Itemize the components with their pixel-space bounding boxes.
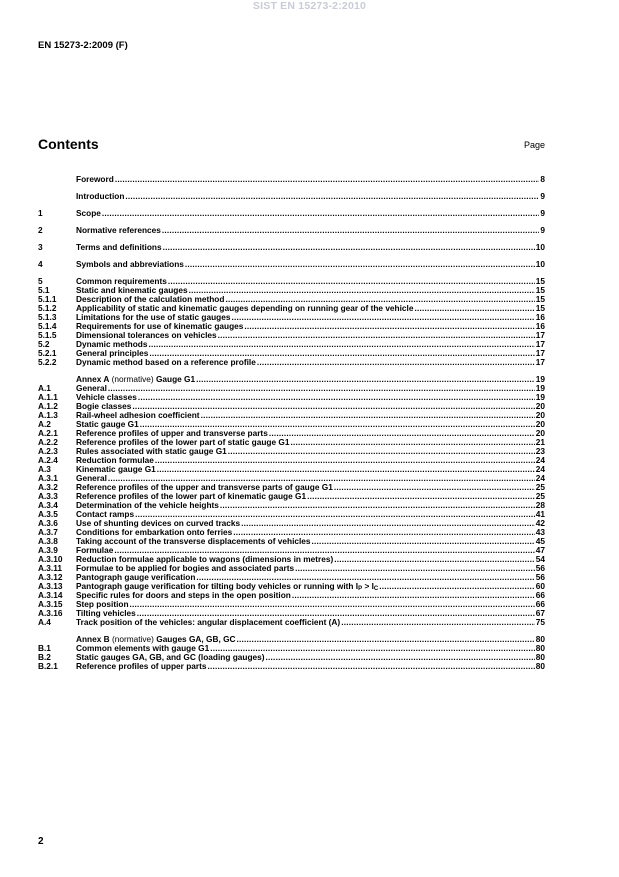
toc-entry-title: Reduction formulae (76, 456, 154, 465)
toc-entry-page: 20 (535, 429, 545, 438)
toc-entry-page: 66 (535, 591, 545, 600)
toc-entry[interactable] (38, 653, 545, 662)
toc-entry-number: 5.1.1 (38, 295, 57, 304)
toc-entry-number: A.3.3 (38, 492, 58, 501)
page-column-label: Page (523, 140, 545, 150)
toc-entry[interactable] (38, 277, 545, 286)
watermark: SIST EN 15273-2:2010 (252, 0, 367, 12)
toc-entry-title: Description of the calculation method (76, 295, 225, 304)
toc-entry[interactable] (38, 375, 545, 384)
toc-entry-title (76, 375, 195, 384)
toc-entry-number: 5.2.1 (38, 349, 57, 358)
toc-entry-title: General (76, 474, 107, 483)
toc-entry-page: 24 (535, 474, 545, 483)
dot-leader (218, 331, 535, 340)
toc-entry-title: Requirements for use of kinematic gauges (76, 322, 244, 331)
toc-entry-title: Reference profiles of the lower part of kinematic gauge G1 (76, 492, 307, 501)
toc-entry-page: 15 (535, 304, 545, 313)
toc-entry[interactable] (38, 420, 545, 429)
toc-entry-page: 80 (535, 635, 545, 644)
toc-entry-page: 17 (535, 331, 545, 340)
toc-entry-page: 9 (540, 192, 545, 201)
toc-entry-number: A.3.4 (38, 501, 58, 510)
toc-entry[interactable] (38, 564, 545, 573)
toc-entry-number: A.3.7 (38, 528, 58, 537)
toc-entry[interactable] (38, 546, 545, 555)
toc-entry[interactable] (38, 331, 545, 340)
toc-entry-page: 17 (535, 349, 545, 358)
dot-leader (132, 402, 534, 411)
toc-entry-page: 23 (535, 447, 545, 456)
toc-entry-page: 20 (535, 402, 545, 411)
subscript: P (358, 586, 363, 591)
dot-leader (414, 304, 534, 313)
toc-entry-title: Dynamic methods (76, 340, 148, 349)
toc-entry[interactable] (38, 295, 545, 304)
dot-leader (341, 618, 535, 627)
toc-entry-title: Reduction formulae applicable to wagons (dimensions in metres) (76, 555, 334, 564)
toc-entry[interactable] (38, 600, 545, 609)
toc-entry-title: Terms and definitions (76, 243, 162, 252)
dot-leader (108, 384, 535, 393)
toc-entry[interactable] (38, 609, 545, 618)
toc-entry-page: 15 (535, 286, 545, 295)
toc-entry-page: 80 (535, 653, 545, 662)
toc-entry-page: 75 (535, 618, 545, 627)
toc-entry[interactable] (38, 510, 545, 519)
dot-leader (231, 313, 534, 322)
toc-entry-title (76, 635, 236, 644)
toc-entry[interactable] (38, 662, 545, 671)
dot-leader (137, 609, 535, 618)
toc-entry-title: Dynamic method based on a reference profile (76, 358, 256, 367)
toc-entry-title: Reference profiles of upper parts (76, 662, 207, 671)
toc-entry-number: A.3.13 (38, 582, 63, 591)
toc-entry-title: Use of shunting devices on curved tracks (76, 519, 241, 528)
dot-leader (220, 501, 535, 510)
toc-entry-title: Specific rules for doors and steps in the open position (76, 591, 291, 600)
dot-leader (210, 644, 535, 653)
toc-entry[interactable] (38, 322, 545, 331)
toc-entry-page: 16 (535, 313, 545, 322)
toc-entry-number: 4 (38, 260, 43, 269)
toc-entry-number: 5.1 (38, 286, 50, 295)
toc-entry-page: 60 (535, 582, 545, 591)
toc-entry-page: 9 (540, 209, 545, 218)
toc-entry-title: General principles (76, 349, 149, 358)
toc-entry-number: A.2.3 (38, 447, 58, 456)
toc-entry-number: 3 (38, 243, 43, 252)
toc-entry-title: Dimensional tolerances on vehicles (76, 331, 217, 340)
toc-entry-page: 17 (535, 340, 545, 349)
toc-entry-page: 80 (535, 644, 545, 653)
toc-entry[interactable] (38, 465, 545, 474)
dot-leader (130, 600, 535, 609)
toc-entry-page: 19 (535, 393, 545, 402)
dot-leader (307, 492, 535, 501)
toc-entry-title: Conditions for embarkation onto ferries (76, 528, 233, 537)
toc-entry[interactable] (38, 438, 545, 447)
toc-entry[interactable] (38, 573, 545, 582)
annex-normative-label: (normative) (109, 635, 157, 644)
toc-entry-page: 47 (535, 546, 545, 555)
toc-entry-title: Rules associated with static gauge G1 (76, 447, 227, 456)
toc-entry-number: 5.1.4 (38, 322, 57, 331)
dot-leader (189, 286, 535, 295)
page-number: 2 (38, 836, 44, 847)
toc-entry-number: A.3.6 (38, 519, 58, 528)
toc-entry-page: 17 (535, 358, 545, 367)
dot-leader (155, 456, 535, 465)
toc-entry-title: Step position (76, 600, 129, 609)
toc-entry-page: 10 (535, 243, 545, 252)
dot-leader (334, 483, 535, 492)
toc-entry-page: 8 (540, 175, 545, 184)
dot-leader (379, 582, 535, 591)
dot-leader (269, 429, 535, 438)
dot-leader (290, 438, 534, 447)
toc-entry-title: Formulae to be applied for bogies and associated parts (76, 564, 295, 573)
toc-entry-title: Foreword (76, 175, 114, 184)
toc-entry-title: Scope (76, 209, 101, 218)
toc-entry-title: Normative references (76, 226, 161, 235)
toc-entry-number: A.3.5 (38, 510, 58, 519)
toc-entry-number: A.3.14 (38, 591, 63, 600)
toc-entry-page: 28 (535, 501, 545, 510)
toc-entry[interactable] (38, 519, 545, 528)
toc-entry-number: 5.2.2 (38, 358, 57, 367)
subscript: C (373, 586, 379, 591)
toc-entry[interactable] (38, 340, 545, 349)
toc-entry-page: 24 (535, 465, 545, 474)
dot-leader (241, 519, 535, 528)
dot-leader (201, 411, 535, 420)
toc-entry[interactable] (38, 644, 545, 653)
toc-entry-number: A.3.16 (38, 609, 63, 618)
toc-entry-page: 19 (535, 384, 545, 393)
toc-entry-page: 25 (535, 492, 545, 501)
toc-entry[interactable] (38, 349, 545, 358)
toc-entry-number: 5.1.3 (38, 313, 57, 322)
toc-entry-page: 67 (535, 609, 545, 618)
annex-label: Annex A (76, 375, 110, 384)
dot-leader (115, 175, 540, 184)
toc-entry-number: A.1.3 (38, 411, 58, 420)
toc-entry-number: B.2.1 (38, 662, 58, 671)
toc-entry-number: A.1.2 (38, 402, 58, 411)
toc-entry[interactable] (38, 226, 545, 235)
dot-leader (196, 375, 535, 384)
toc-entry[interactable] (38, 192, 545, 201)
toc-entry[interactable] (38, 402, 545, 411)
toc-entry[interactable] (38, 384, 545, 393)
toc-entry-title: Symbols and abbreviations (76, 260, 184, 269)
toc-entry[interactable] (38, 260, 545, 269)
dot-leader (244, 322, 534, 331)
annex-title: Gauge G1 (155, 375, 196, 384)
toc-entry[interactable] (38, 243, 545, 252)
dot-leader (149, 349, 534, 358)
toc-entry-number: A.3.2 (38, 483, 58, 492)
toc-entry[interactable] (38, 358, 545, 367)
dot-leader (148, 340, 534, 349)
toc-entry[interactable] (38, 582, 545, 591)
toc-entry[interactable] (38, 429, 545, 438)
dot-leader (292, 591, 535, 600)
dot-leader (163, 243, 535, 252)
toc-entry-number: B.1 (38, 644, 51, 653)
toc-entry-number: A.2.2 (38, 438, 58, 447)
toc-entry-title: Limitations for the use of static gauges (76, 313, 231, 322)
toc-entry-page: 54 (535, 555, 545, 564)
toc-entry-title: Reference profiles of the lower part of static gauge G1 (76, 438, 290, 447)
toc-entry-page: 66 (535, 600, 545, 609)
toc-entry-title: Track position of the vehicles: angular displacement coefficient (A) (76, 618, 341, 627)
toc-entry-title: Introduction (76, 192, 125, 201)
toc-entry-page: 56 (535, 564, 545, 573)
annex-label: Annex B (76, 635, 110, 644)
toc-entry-number: A.3 (38, 465, 51, 474)
toc-entry-number: A.3.1 (38, 474, 58, 483)
toc-entry-page: 15 (535, 295, 545, 304)
dot-leader (135, 510, 535, 519)
toc-entry[interactable] (38, 555, 545, 564)
toc-entry-number: A.3.15 (38, 600, 63, 609)
toc-entry-title: Applicability of static and kinematic gauges depending on running gear of the vehicle (76, 304, 414, 313)
toc-entry-number: 1 (38, 209, 43, 218)
toc-entry-number: A.1 (38, 384, 51, 393)
document-code: EN 15273-2:2009 (F) (38, 40, 128, 51)
toc-entry-title: Static gauge G1 (76, 420, 139, 429)
toc-entry[interactable] (38, 483, 545, 492)
toc-entry-page: 45 (535, 537, 545, 546)
dot-leader (237, 635, 535, 644)
toc-entry-number: A.3.8 (38, 537, 58, 546)
toc-entry[interactable] (38, 393, 545, 402)
toc-entry-title (76, 582, 378, 591)
dot-leader (114, 546, 534, 555)
toc-entry-title-text: > I (362, 582, 374, 591)
toc-entry-title: Reference profiles of the upper and transverse parts of gauge G1 (76, 483, 333, 492)
toc-entry-title: Reference profiles of upper and transverse parts (76, 429, 268, 438)
toc-entry-number: A.3.11 (38, 564, 62, 573)
dot-leader (196, 573, 534, 582)
dot-leader (266, 653, 535, 662)
dot-leader (157, 465, 535, 474)
toc-entry-title: Formulae (76, 546, 114, 555)
toc-entry-number: A.3.9 (38, 546, 58, 555)
table-of-contents (38, 175, 545, 671)
toc-entry[interactable] (38, 528, 545, 537)
dot-leader (162, 226, 540, 235)
dot-leader (140, 420, 535, 429)
annex-title: Gauges GA, GB, GC (156, 635, 236, 644)
toc-entry-number: 5.1.5 (38, 331, 57, 340)
toc-entry-number: A.2.4 (38, 456, 58, 465)
toc-entry[interactable] (38, 209, 545, 218)
toc-entry-title: General (76, 384, 107, 393)
toc-entry-page: 24 (535, 456, 545, 465)
toc-entry-number: A.4 (38, 618, 51, 627)
toc-entry-number: 5.1.2 (38, 304, 57, 313)
annex-normative-label: (normative) (109, 375, 156, 384)
toc-entry-title: Static gauges GA, GB, and GC (loading gauges) (76, 653, 265, 662)
toc-entry-title: Common elements with gauge G1 (76, 644, 210, 653)
toc-entry-title: Determination of the vehicle heights (76, 501, 219, 510)
toc-entry-page: 42 (535, 519, 545, 528)
toc-entry-title: Bogie classes (76, 402, 132, 411)
toc-entry[interactable] (38, 635, 545, 644)
toc-entry[interactable] (38, 591, 545, 600)
toc-entry-page: 41 (535, 510, 545, 519)
dot-leader (125, 192, 539, 201)
dot-leader (225, 295, 534, 304)
toc-entry-title: Contact ramps (76, 510, 135, 519)
toc-entry-number: 5.2 (38, 340, 50, 349)
dot-leader (207, 662, 534, 671)
toc-entry[interactable] (38, 447, 545, 456)
toc-entry-title: Taking account of the transverse displacements of vehicles (76, 537, 311, 546)
toc-entry-page: 19 (535, 375, 545, 384)
toc-entry-number: 2 (38, 226, 43, 235)
toc-entry[interactable] (38, 304, 545, 313)
toc-entry-title: Static and kinematic gauges (76, 286, 188, 295)
toc-entry-number: A.2 (38, 420, 51, 429)
toc-entry-page: 25 (535, 483, 545, 492)
dot-leader (295, 564, 535, 573)
toc-entry-page: 80 (535, 662, 545, 671)
toc-entry-title: Rail-wheel adhesion coefficient (76, 411, 200, 420)
toc-entry-title: Vehicle classes (76, 393, 137, 402)
toc-entry-page: 56 (535, 573, 545, 582)
toc-entry-title-text: Pantograph gauge verification for tilting body vehicles or running with I (76, 582, 359, 591)
toc-entry-page: 20 (535, 411, 545, 420)
toc-entry-number: A.3.10 (38, 555, 63, 564)
toc-entry[interactable] (38, 618, 545, 627)
toc-entry-number: A.1.1 (38, 393, 58, 402)
toc-entry-page: 21 (535, 438, 545, 447)
toc-entry-title: Pantograph gauge verification (76, 573, 196, 582)
toc-entry[interactable] (38, 313, 545, 322)
dot-leader (108, 474, 535, 483)
toc-entry[interactable] (38, 537, 545, 546)
toc-entry-page: 10 (535, 260, 545, 269)
toc-entry-title: Tilting vehicles (76, 609, 136, 618)
toc-entry-number: 5 (38, 277, 43, 286)
toc-entry-page: 9 (540, 226, 545, 235)
dot-leader (334, 555, 535, 564)
toc-entry[interactable] (38, 456, 545, 465)
toc-entry-title: Kinematic gauge G1 (76, 465, 156, 474)
dot-leader (257, 358, 535, 367)
toc-entry-number: B.2 (38, 653, 51, 662)
toc-entry[interactable] (38, 411, 545, 420)
dot-leader (228, 447, 535, 456)
toc-entry-title: Common requirements (76, 277, 167, 286)
toc-entry-page: 20 (535, 420, 545, 429)
toc-entry-page: 16 (535, 322, 545, 331)
dot-leader (233, 528, 534, 537)
toc-entry[interactable] (38, 474, 545, 483)
dot-leader (312, 537, 535, 546)
toc-entry[interactable] (38, 286, 545, 295)
toc-entry[interactable] (38, 501, 545, 510)
toc-entry-page: 15 (535, 277, 545, 286)
toc-entry[interactable] (38, 175, 545, 184)
dot-leader (102, 209, 539, 218)
toc-entry-page: 43 (535, 528, 545, 537)
page-title: Contents (38, 136, 99, 152)
toc-entry-number: A.3.12 (38, 573, 63, 582)
toc-entry[interactable] (38, 492, 545, 501)
dot-leader (168, 277, 535, 286)
toc-entry-number: A.2.1 (38, 429, 58, 438)
dot-leader (185, 260, 535, 269)
dot-leader (138, 393, 535, 402)
